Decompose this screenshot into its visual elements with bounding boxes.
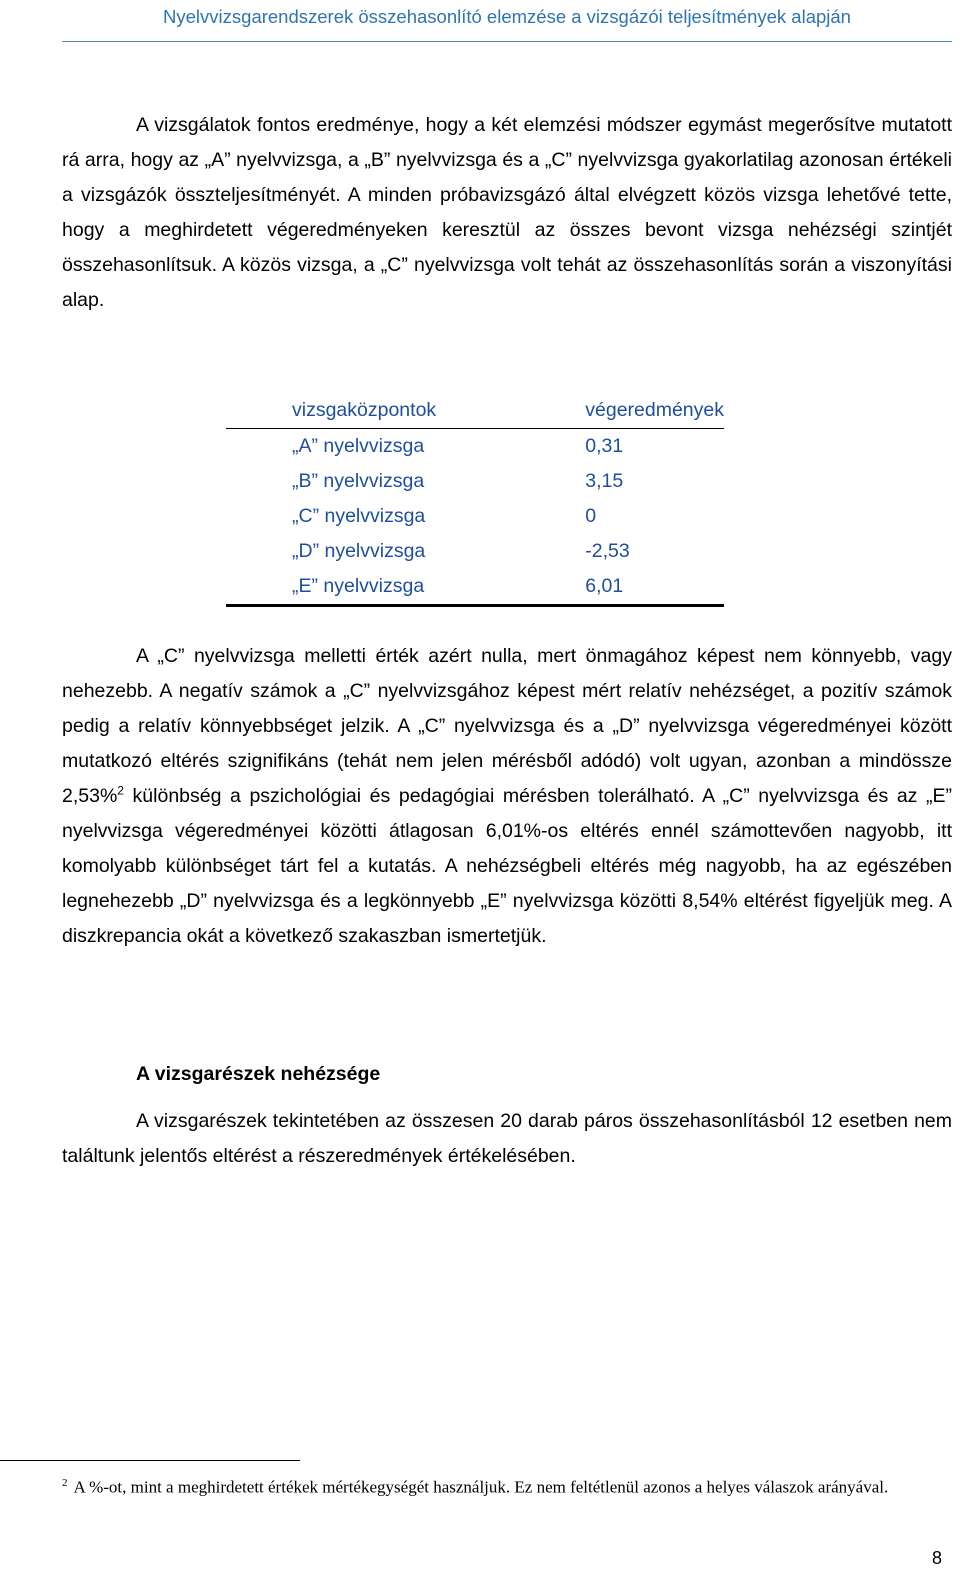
results-table <box>226 392 724 607</box>
paragraph-analysis-part1: A „C” nyelvvizsga melletti érték azért nulla, mert önmagához képest nem könnyebb, vagy nehezebb. A negatív számok a „C” nyelvvizsgához képest mért relatív nehézséget, a pozitív számok pedig a relatív könnyebbséget jelzik. A „C” nyelvvizsga és a „D” nyelvvizsga végeredményei között mutatkozó eltérés szignifikáns (tehát nem jelen mérésből adódó) volt ugyan, azonban a mindössze 2,53% <box>62 645 952 807</box>
table-cell-center: „C” nyelvvizsga <box>292 505 426 527</box>
table-cell-result: 3,15 <box>585 470 624 492</box>
footnote-number: 2 <box>62 1477 68 1489</box>
column-header-centers: vizsgaközpontok <box>292 398 437 421</box>
table-cell-result: -2,53 <box>585 540 630 562</box>
page-number: 8 <box>931 1548 942 1568</box>
table-cell-result: 6,01 <box>585 575 624 597</box>
paragraph-analysis-part2: különbség a pszichológiai és pedagógiai mérésben tolerálható. A „C” nyelvvizsga és az „E” nyelvvizsga végeredményei közötti átlagosan 6,01%-os eltérés ennél számottevően nagyobb, itt komolyabb különbséget tárt fel a kutatás. A nehézségbeli eltérés még nagyobb, ha az egészében legnehezebb „D” nyelvvizsga és a legkönnyebb „E” nyelvvizsga közötti 8,54% eltérést figyeljük meg. A diszkrepancia okát a következő szakaszban ismertetjük. <box>62 785 952 947</box>
header-divider <box>62 41 952 42</box>
table-row <box>226 464 724 499</box>
table-cell-center: „A” nyelvvizsga <box>292 435 425 457</box>
footnote-text: A %-ot, mint a meghirdetett értékek mértékegységét használjuk. Ez nem feltétlenül azonos a helyes válaszok arányával. <box>73 1477 889 1497</box>
table-cell-center: „B” nyelvvizsga <box>292 470 425 492</box>
table-row <box>226 534 724 569</box>
footnote-reference[interactable]: 2 <box>117 783 124 798</box>
paragraph-intro: A vizsgálatok fontos eredménye, hogy a két elemzési módszer egymást megerősítve mutatott rá arra, hogy az „A” nyelvvizsga, a „B” nyelvvizsga és a „C” nyelvvizsga gyakorlatilag azonosan értékeli a vizsgázók összteljesítményét. A minden próbavizsgázó által elvégzett közös vizsga lehetővé tette, hogy a meghirdetett végeredményeken keresztül az összes bevont vizsga nehézségi szintjét összehasonlítsuk. A közös vizsga, a „C” nyelvvizsga volt tehát az összehasonlítás során a viszonyítási alap. <box>62 114 952 311</box>
footnote <box>62 1471 942 1500</box>
column-header-results: végeredmények <box>585 398 724 421</box>
table-row <box>226 569 724 606</box>
table-cell-result: 0,31 <box>585 435 624 457</box>
footnote-divider <box>0 1460 300 1461</box>
section-heading: A vizsgarészek nehézsége <box>136 1063 381 1085</box>
table-cell-center: „E” nyelvvizsga <box>292 575 425 597</box>
table-cell-center: „D” nyelvvizsga <box>292 540 426 562</box>
running-header: Nyelvvizsgarendszerek összehasonlító elemzése a vizsgázói teljesítmények alapján <box>163 6 851 27</box>
table-row <box>226 499 724 534</box>
table-row <box>226 429 724 465</box>
paragraph-analysis <box>62 639 952 954</box>
table-header-row <box>226 392 724 429</box>
table-cell-result: 0 <box>585 505 597 527</box>
paragraph-section: A vizsgarészek tekintetében az összesen 20 darab páros összehasonlításból 12 esetben nem találtunk jelentős eltérést a részeredmények értékelésében. <box>62 1110 952 1167</box>
